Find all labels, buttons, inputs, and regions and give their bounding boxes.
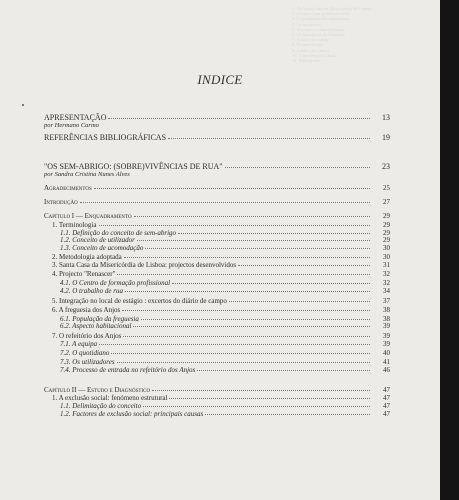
toc-entry-label: 1.1. Delimitação do conceito [60, 402, 142, 410]
toc-entry [44, 198, 390, 206]
toc-entry-label: 2. Metodologia adoptada [52, 253, 122, 261]
bleed-through-line: 8. Os sem-abrigo [292, 42, 323, 48]
dot-leader [122, 305, 370, 311]
toc-page-number: 27 [383, 198, 390, 206]
toc-entry-label: 1.2. Conceito de utilizador [60, 236, 135, 244]
dot-leader [143, 401, 370, 407]
toc-page-number: 29 [383, 229, 390, 237]
toc-author: por Hermano Carmo [44, 122, 99, 129]
toc-page-number: 32 [383, 270, 390, 278]
bleed-through-text [292, 6, 402, 63]
toc-entry [60, 410, 390, 418]
dot-leader [99, 339, 370, 345]
bleed-through-line: 2. A Santa Casa da Misericórdia [292, 11, 350, 17]
dot-leader [123, 331, 370, 337]
toc-page-number: 39 [383, 322, 390, 330]
toc-entry-label: 4.1. O Centro de formação profissional [60, 279, 171, 287]
toc-page-number: 25 [383, 184, 390, 192]
toc-entry [60, 366, 390, 374]
toc-entry-label: 6.1. População da freguesia [60, 315, 139, 323]
dot-leader [225, 162, 370, 168]
dot-leader [145, 243, 370, 249]
dot-leader [168, 133, 370, 139]
toc-entry-label: Capítulo II — Estudo e Diagnóstico [44, 386, 151, 394]
toc-page-number: 47 [383, 394, 390, 402]
dot-leader [229, 296, 370, 302]
dot-leader [205, 409, 370, 415]
toc-page-number: 19 [382, 133, 390, 142]
toc-entry-label: Capítulo I — Enquadramento [44, 212, 132, 220]
toc-entry [44, 114, 390, 122]
toc-page-number: 38 [383, 315, 390, 323]
toc-page-number: 32 [383, 279, 390, 287]
toc-page-number: 13 [382, 113, 390, 122]
dot-leader [80, 197, 370, 203]
dot-leader [133, 321, 370, 327]
bleed-through-line: 3. O quotidiano dos utilizadores [292, 16, 350, 22]
toc-page-number: 34 [383, 287, 390, 295]
toc-entry-label: "OS SEM-ABRIGO: (SOBRE)VIVÊNCIAS DE RUA" [44, 162, 223, 171]
toc-page-number: 29 [383, 236, 390, 244]
toc-page-number: 40 [383, 349, 390, 357]
toc-entry [60, 322, 390, 330]
toc-entry [52, 261, 390, 269]
toc-entry-label: 5. Integração no local de estágio : excertos do diário de campo [52, 297, 227, 305]
toc-author: por Sandra Cristina Nunes Alves [44, 171, 130, 178]
toc-entry-label: 4.2. O trabalho de rua [60, 287, 123, 295]
toc-entry-label: 7.4. Processo de entrada no refeitório dos Anjos [60, 366, 196, 374]
bleed-through-line: 1. Da Santa Casa da Misericórdia de Lisboa [292, 6, 371, 11]
dot-leader [108, 113, 370, 119]
toc-entry-label: 1.3. Conceito de acomodação [60, 244, 144, 252]
toc-entry-label: 1.1. Definição do conceito de sem-abrigo [60, 229, 177, 237]
bleed-through-line: 7. Actores do estudo [292, 37, 329, 43]
toc-entry-label: APRESENTAÇÃO [44, 113, 107, 122]
bleed-through-line: 10. Considerações finais [292, 52, 337, 58]
toc-entry [52, 306, 390, 314]
bleed-through-line: 11. Bibliografia [292, 58, 321, 64]
toc-entry-label: 3. Santa Casa da Misericórdia de Lisboa: projectos desenvolvidos [52, 261, 237, 269]
dot-leader [152, 385, 370, 391]
dot-leader [137, 235, 370, 241]
toc-entry-label: Agradecimentos [44, 184, 92, 192]
toc-entry-label: 1. Terminologia [52, 221, 97, 229]
dot-leader [117, 269, 370, 275]
dot-leader [125, 286, 370, 292]
dot-leader [124, 252, 370, 258]
dot-leader [141, 314, 370, 320]
dot-leader [99, 220, 371, 226]
toc-entry-label: 4. Projecto "Renascer" [52, 270, 116, 278]
toc-page-number: 47 [383, 410, 390, 418]
toc-entry-label: 6.2. Aspecto habitacional [60, 322, 132, 330]
dot-leader [117, 357, 370, 363]
toc-entry-label: 6. A freguesia dos Anjos [52, 306, 121, 314]
dot-leader [111, 348, 370, 354]
toc-entry-label: 1.2. Factores de exclusão social: principais causas [60, 410, 204, 418]
toc-page-number: 41 [383, 358, 390, 366]
toc-page-number: 30 [383, 244, 390, 252]
toc-entry [44, 184, 390, 192]
toc-entry [60, 287, 390, 295]
page-speck [22, 104, 24, 106]
toc-page-number: 39 [383, 340, 390, 348]
toc-entry [44, 212, 390, 220]
toc-page-number: 23 [382, 162, 390, 171]
toc-entry-label: 7.1. A equipa [60, 340, 98, 348]
bleed-through-line: 4. Os refeitórios [292, 21, 322, 27]
toc-page-number: 29 [383, 221, 390, 229]
toc-entry [52, 270, 390, 278]
toc-entry-label: 7.3. Os utilizadores [60, 358, 115, 366]
toc-entry [60, 349, 390, 357]
toc-entry [60, 340, 390, 348]
toc-entry-label: REFERÊNCIAS BIBLIOGRÁFICAS [44, 133, 167, 142]
bleed-through-line: 6. Os moradores da freguesia [292, 32, 345, 38]
dot-leader [197, 365, 370, 371]
toc-page-number: 47 [383, 402, 390, 410]
bleed-through-line: 5. Recursos sociais do bairro [292, 26, 344, 32]
toc-entry-label: 7. O refeitório dos Anjos [52, 332, 122, 340]
toc-entry [44, 134, 390, 142]
bleed-through-line: 9. Análise dos dados [292, 47, 329, 53]
toc-entry-label: 7.2. O quotidiano [60, 349, 110, 357]
dot-leader [169, 393, 370, 399]
dot-leader [172, 278, 370, 284]
dot-leader [134, 211, 370, 217]
toc-entry [52, 297, 390, 305]
toc-entry [60, 244, 390, 252]
toc-page-number: 38 [383, 306, 390, 314]
toc-page-number: 37 [383, 297, 390, 305]
toc-page-number: 39 [383, 332, 390, 340]
toc-entry-label: 1. A exclusão social: fenómeno estrutural [52, 394, 168, 402]
toc-page-number: 31 [383, 261, 390, 269]
toc-page-number: 30 [383, 253, 390, 261]
index-title: INDICE [197, 72, 243, 87]
toc-page-number: 29 [383, 212, 390, 220]
dot-leader [238, 260, 370, 266]
toc-page-number: 46 [383, 366, 390, 374]
toc-entry [44, 163, 390, 171]
toc-entry-label: Introdução [44, 198, 78, 206]
dot-leader [178, 228, 370, 234]
toc-page-number: 47 [383, 386, 390, 394]
dot-leader [94, 183, 370, 189]
